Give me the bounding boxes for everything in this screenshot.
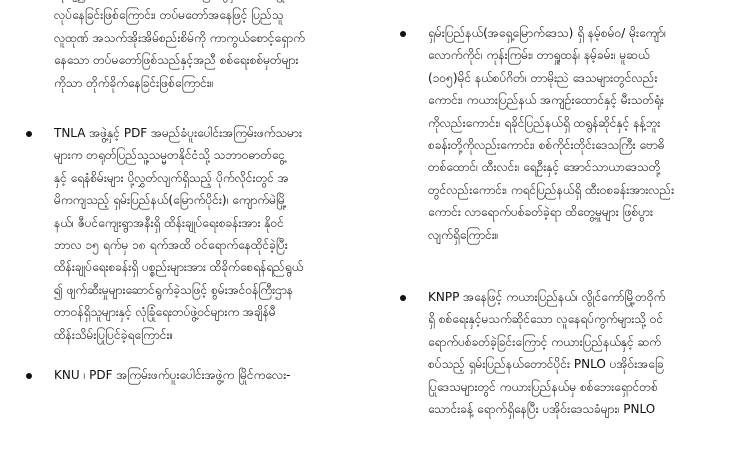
text-line: နယ်၊ ဇီပင်ကျေးရွာအနီးရှိ ထိန်းချုပ်ရေးစခန်းအား နိုဝင် <box>54 215 284 230</box>
text-line: (၁၀၅)မိုင် နယ်စပ်ဂိတ်၊ တာမိုးညဲ ဒေသများတွင်လည်း <box>428 70 658 85</box>
left-column <box>26 0 376 383</box>
text-line: လူထုဏ် အသက်အိုးအိမ်စည်းစိမ်ကို ကာကွယ်စောင့်ရှောက် <box>54 30 305 45</box>
right-column <box>400 0 730 417</box>
text-line: တစ်ထောင်၊ ထီးလင်း၊ ရေဦးနှင့် အောင်သာယာဒေသတို့ <box>428 160 661 175</box>
bullet-dot-icon <box>26 373 32 379</box>
text-line: ထိန်းသိမ်းပြုပြင်ခဲ့ရကြောင်း။ <box>54 327 174 342</box>
continuation-paragraph <box>26 0 376 94</box>
text-line: ကောင်း လာရောက်ပစ်ခတ်ခဲ့ရာ ထိတွေ့မှုများ ဖြစ်ပွား <box>428 205 654 220</box>
text-line: စပ်သည့် ရှမ်းပြည်နယ်တောင်ပိုင်း PNLO ပအိုဝ်းအခြေ <box>428 357 664 372</box>
text-line: ကိုလည်းကောင်း၊ ရခိုင်ပြည်နယ်ရှိ ထရွန်ဆိုင်နှင့် နန့်ဘူး <box>428 115 661 130</box>
bullet-dot-icon <box>400 295 406 301</box>
text-line: ပြုဒေသများတွင် ကယားပြည်နယ်မှ စစ်ဘေးရှောင်တစ် <box>428 379 658 394</box>
bullet-dot-icon <box>400 31 406 37</box>
bullet-dot-icon <box>26 131 32 137</box>
bullet-item-tnla <box>26 122 376 346</box>
text-line: ကောင်း၊ ကယားပြည်နယ် အကျဉ်းထောင်နှင့် မီးသတ်ရုံး <box>428 93 664 108</box>
text-line: မိကကျသည့် ရှမ်းပြည်နယ်(မြောက်ပိုင်း)၊ ကျောက်မဲမြို့ <box>54 193 287 208</box>
text-line: ရောက်ပစ်ခတ်ခဲ့ခြင်းကြောင့် ကယားပြည်နယ်နှင့် ဆက် <box>428 334 661 349</box>
text-line: ထိန်းချုပ်ရေးစခန်းရှိ ပစ္စည်းများအား ထိခိုက်စေရန်ရည်ရွယ် <box>54 260 304 275</box>
text-line: စခန်းတို့ကိုလည်းကောင်း၊ စစ်ကိုင်းတိုင်းဒေသကြီး ဗောဓိ <box>428 138 665 153</box>
text-line: ကိုသာ တိုက်ခိုက်နေခြင်းဖြစ်ကြောင်း။ <box>54 75 214 90</box>
text-line: ၍ ဖျက်ဆီးမှုများဆောင်ရွက်ခဲ့သဖြင့် စွမ်းအင်ဝန်ကြီးဌာန <box>54 282 293 297</box>
text-line: နေသော တပ်မတော်ဖြစ်သည်နှင့်အညီ စစ်ရေးစစ်မှတ်များ <box>54 53 299 68</box>
text-line: လျက်ရှိကြောင်း။ <box>428 227 499 242</box>
text-line: ဘာလ ၁၅ ရက်မှ ၁၈ ရက်အထိ ဝင်ရောက်နေထိုင်ခဲ့ပြီး <box>54 238 288 253</box>
text-line: KNPP အနေဖြင့် ကယားပြည်နယ်၊ လွိုင်ကော်မြို့တဝိုက် <box>428 290 666 305</box>
text-line: များက တရုတ်ပြည်သူ့သမ္မတနိုင်ငံသို့ သဘာဝဓာတ်ငွေ့ <box>54 148 286 163</box>
text-line: TNLA အဖွဲ့နှင့် PDF အမည်ခံပူးပေါင်းအကြမ်းဖက်သမား <box>54 126 302 141</box>
text-line: လောက်ကိုင်၊ ကုန်းကြမ်း၊ တာရှူထန်၊ နမ့်ခမ်း၊ မူဆယ် <box>428 48 650 63</box>
text-line: တာဝန်ရှိသူများနှင့် လုံခြုံရေးတပ်ဖွဲ့ဝင်များက အချိန်မီ <box>54 305 276 320</box>
text-line: သောင်းခန့် ရောက်ရှိနေပြီး ပအိုဝ်းဒေသခံများ၊ PNLO <box>428 402 656 417</box>
text-line: တွင်လည်းကောင်း၊ ကရင်ပြည်နယ်ရှိ ထီးဝစခန်းအားလည်း <box>428 182 675 197</box>
text-line: KNU ၊ PDF အကြမ်းဖက်ပူးပေါင်းအဖွဲ့က မြိုင်ကလေး- <box>54 368 291 383</box>
bullet-item-knu <box>26 364 376 386</box>
text-line: လုပ်နေခြင်းဖြစ်ကြောင်း၊ တပ်မတော်အနေဖြင့် ပြည်သူ <box>54 8 284 23</box>
text-line: နှင့် ရေနံစိမ်းများ ပို့လွှတ်လျက်ရှိသည့် ပိုက်လိုင်းတွင် အ <box>54 170 289 185</box>
text-line: ရှိ စစ်ရေးနှင့်မသက်ဆိုင်သော လူနေရပ်ကွက်များသို့ ဝင် <box>428 312 664 327</box>
bullet-item-shan-northeast <box>400 22 730 246</box>
text-line: ရှမ်းပြည်နယ်(အရှေ့မြောက်ဒေသ) ရှိ နမ့်စမ်ဝ/ မိုးကျော်၊ <box>428 26 667 40</box>
bullet-item-knpp <box>400 286 730 420</box>
